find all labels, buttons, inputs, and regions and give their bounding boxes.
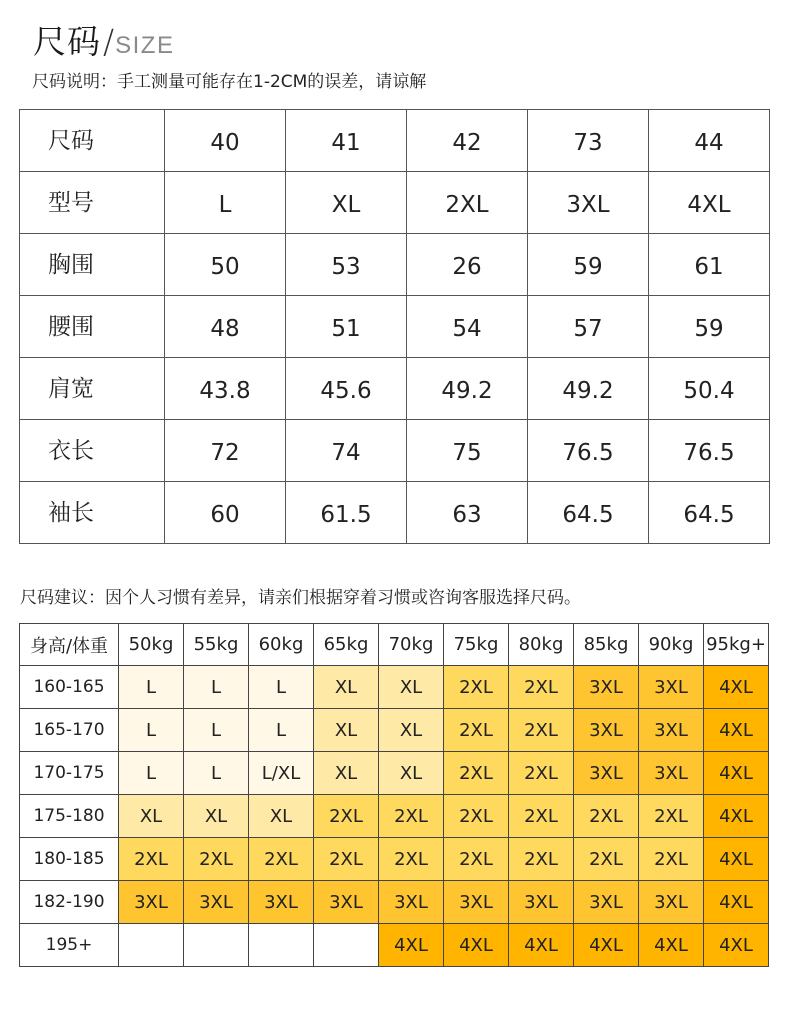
recommendation-row xyxy=(20,709,769,752)
recommended-size-cell: XL xyxy=(314,666,379,709)
size-row xyxy=(20,482,770,544)
recommended-size-cell xyxy=(119,924,184,967)
recommended-size-cell: 3XL xyxy=(314,881,379,924)
recommended-size-cell: 3XL xyxy=(184,881,249,924)
recommended-size-cell: 3XL xyxy=(444,881,509,924)
recommended-size-cell: 3XL xyxy=(379,881,444,924)
recommended-size-cell: L xyxy=(119,709,184,752)
size-advice: 尺码建议：因个人习惯有差异，请亲们根据穿着习惯或咨询客服选择尺码。 xyxy=(20,588,581,608)
weight-header: 50kg xyxy=(119,624,184,666)
size-cell: 75 xyxy=(407,420,528,482)
size-cell: 51 xyxy=(286,296,407,358)
recommended-size-cell: 2XL xyxy=(379,838,444,881)
recommended-size-cell: 3XL xyxy=(249,881,314,924)
recommended-size-cell: 3XL xyxy=(639,666,704,709)
recommended-size-cell: 4XL xyxy=(704,795,769,838)
size-table xyxy=(19,109,770,544)
recommended-size-cell: 4XL xyxy=(704,881,769,924)
recommended-size-cell: 3XL xyxy=(574,752,639,795)
size-cell: 49.2 xyxy=(407,358,528,420)
recommended-size-cell: 3XL xyxy=(574,881,639,924)
size-row xyxy=(20,296,770,358)
size-cell: L xyxy=(165,172,286,234)
recommended-size-cell: 3XL xyxy=(119,881,184,924)
height-label: 170-175 xyxy=(20,752,119,795)
size-cell: 40 xyxy=(165,110,286,172)
size-cell: 61 xyxy=(649,234,770,296)
recommended-size-cell: 2XL xyxy=(444,838,509,881)
title-separator: / xyxy=(103,22,116,61)
height-label: 160-165 xyxy=(20,666,119,709)
weight-header: 80kg xyxy=(509,624,574,666)
size-cell: 49.2 xyxy=(528,358,649,420)
size-row-label: 胸围 xyxy=(20,234,165,296)
size-row xyxy=(20,234,770,296)
size-cell: 59 xyxy=(649,296,770,358)
recommended-size-cell: 2XL xyxy=(509,709,574,752)
recommended-size-cell: XL xyxy=(379,752,444,795)
recommended-size-cell: XL xyxy=(184,795,249,838)
recommended-size-cell: 2XL xyxy=(509,666,574,709)
recommendation-table xyxy=(19,623,769,967)
recommended-size-cell: 4XL xyxy=(639,924,704,967)
recommended-size-cell: 2XL xyxy=(444,666,509,709)
size-cell: 3XL xyxy=(528,172,649,234)
size-cell: 50.4 xyxy=(649,358,770,420)
recommended-size-cell xyxy=(314,924,379,967)
recommended-size-cell: 2XL xyxy=(444,795,509,838)
recommended-size-cell: L xyxy=(119,752,184,795)
recommended-size-cell: 3XL xyxy=(639,709,704,752)
size-row-label: 尺码 xyxy=(20,110,165,172)
size-row xyxy=(20,110,770,172)
recommended-size-cell: 3XL xyxy=(574,709,639,752)
recommended-size-cell: 4XL xyxy=(704,752,769,795)
height-label: 182-190 xyxy=(20,881,119,924)
recommendation-row xyxy=(20,795,769,838)
size-row xyxy=(20,420,770,482)
size-cell: XL xyxy=(286,172,407,234)
height-label: 165-170 xyxy=(20,709,119,752)
size-cell: 60 xyxy=(165,482,286,544)
size-row-label: 衣长 xyxy=(20,420,165,482)
size-cell: 2XL xyxy=(407,172,528,234)
recommended-size-cell: XL xyxy=(119,795,184,838)
recommended-size-cell: 2XL xyxy=(249,838,314,881)
height-label: 195+ xyxy=(20,924,119,967)
weight-header: 55kg xyxy=(184,624,249,666)
recommended-size-cell: L xyxy=(184,666,249,709)
recommended-size-cell: 4XL xyxy=(444,924,509,967)
size-cell: 63 xyxy=(407,482,528,544)
recommended-size-cell: 4XL xyxy=(704,709,769,752)
weight-header: 85kg xyxy=(574,624,639,666)
recommended-size-cell: 2XL xyxy=(444,709,509,752)
recommended-size-cell: 4XL xyxy=(704,666,769,709)
title-en: SIZE xyxy=(115,32,175,59)
weight-header: 60kg xyxy=(249,624,314,666)
size-cell: 48 xyxy=(165,296,286,358)
size-cell: 53 xyxy=(286,234,407,296)
measurement-note: 尺码说明：手工测量可能存在1-2CM的误差，请谅解 xyxy=(32,72,427,92)
recommended-size-cell xyxy=(184,924,249,967)
recommended-size-cell: 3XL xyxy=(639,881,704,924)
size-cell: 76.5 xyxy=(649,420,770,482)
recommended-size-cell: 2XL xyxy=(184,838,249,881)
weight-header: 90kg xyxy=(639,624,704,666)
recommended-size-cell: 3XL xyxy=(639,752,704,795)
height-label: 180-185 xyxy=(20,838,119,881)
recommended-size-cell: 2XL xyxy=(444,752,509,795)
recommended-size-cell: 2XL xyxy=(574,795,639,838)
recommended-size-cell: L xyxy=(184,752,249,795)
recommended-size-cell: XL xyxy=(314,752,379,795)
size-cell: 64.5 xyxy=(649,482,770,544)
size-cell: 44 xyxy=(649,110,770,172)
size-cell: 72 xyxy=(165,420,286,482)
size-cell: 54 xyxy=(407,296,528,358)
size-cell: 50 xyxy=(165,234,286,296)
recommended-size-cell: XL xyxy=(314,709,379,752)
recommended-size-cell: 2XL xyxy=(509,838,574,881)
size-cell: 64.5 xyxy=(528,482,649,544)
size-cell: 74 xyxy=(286,420,407,482)
recommended-size-cell: 2XL xyxy=(509,752,574,795)
size-row-label: 腰围 xyxy=(20,296,165,358)
recommended-size-cell: XL xyxy=(379,666,444,709)
recommended-size-cell: 2XL xyxy=(119,838,184,881)
page-title xyxy=(33,16,174,63)
size-cell: 76.5 xyxy=(528,420,649,482)
size-row xyxy=(20,172,770,234)
recommended-size-cell: L/XL xyxy=(249,752,314,795)
recommendation-header-row xyxy=(20,624,769,666)
size-cell: 4XL xyxy=(649,172,770,234)
recommended-size-cell: 4XL xyxy=(379,924,444,967)
recommended-size-cell: 2XL xyxy=(379,795,444,838)
recommendation-row xyxy=(20,838,769,881)
recommendation-row xyxy=(20,924,769,967)
size-row-label: 肩宽 xyxy=(20,358,165,420)
recommended-size-cell: 3XL xyxy=(509,881,574,924)
recommended-size-cell: 2XL xyxy=(314,795,379,838)
recommended-size-cell: 2XL xyxy=(574,838,639,881)
size-cell: 42 xyxy=(407,110,528,172)
recommendation-row xyxy=(20,881,769,924)
weight-header: 75kg xyxy=(444,624,509,666)
recommended-size-cell: L xyxy=(249,709,314,752)
size-row-label: 型号 xyxy=(20,172,165,234)
size-cell: 45.6 xyxy=(286,358,407,420)
recommended-size-cell: 2XL xyxy=(509,795,574,838)
size-cell: 41 xyxy=(286,110,407,172)
size-cell: 59 xyxy=(528,234,649,296)
recommended-size-cell: XL xyxy=(379,709,444,752)
recommended-size-cell: 4XL xyxy=(704,924,769,967)
corner-label: 身高/体重 xyxy=(20,624,119,666)
recommended-size-cell: 2XL xyxy=(639,795,704,838)
recommended-size-cell: L xyxy=(249,666,314,709)
recommended-size-cell: L xyxy=(119,666,184,709)
weight-header: 95kg+ xyxy=(704,624,769,666)
recommended-size-cell: L xyxy=(184,709,249,752)
weight-header: 70kg xyxy=(379,624,444,666)
recommended-size-cell: 2XL xyxy=(314,838,379,881)
recommended-size-cell: 2XL xyxy=(639,838,704,881)
recommended-size-cell: 4XL xyxy=(509,924,574,967)
title-cn: 尺码 xyxy=(33,22,101,61)
recommended-size-cell: XL xyxy=(249,795,314,838)
recommended-size-cell: 4XL xyxy=(704,838,769,881)
recommended-size-cell: 3XL xyxy=(574,666,639,709)
size-cell: 43.8 xyxy=(165,358,286,420)
recommended-size-cell xyxy=(249,924,314,967)
height-label: 175-180 xyxy=(20,795,119,838)
size-cell: 61.5 xyxy=(286,482,407,544)
size-cell: 57 xyxy=(528,296,649,358)
recommendation-row xyxy=(20,752,769,795)
recommended-size-cell: 4XL xyxy=(574,924,639,967)
weight-header: 65kg xyxy=(314,624,379,666)
size-cell: 26 xyxy=(407,234,528,296)
size-row-label: 袖长 xyxy=(20,482,165,544)
size-cell: 73 xyxy=(528,110,649,172)
size-row xyxy=(20,358,770,420)
recommendation-row xyxy=(20,666,769,709)
